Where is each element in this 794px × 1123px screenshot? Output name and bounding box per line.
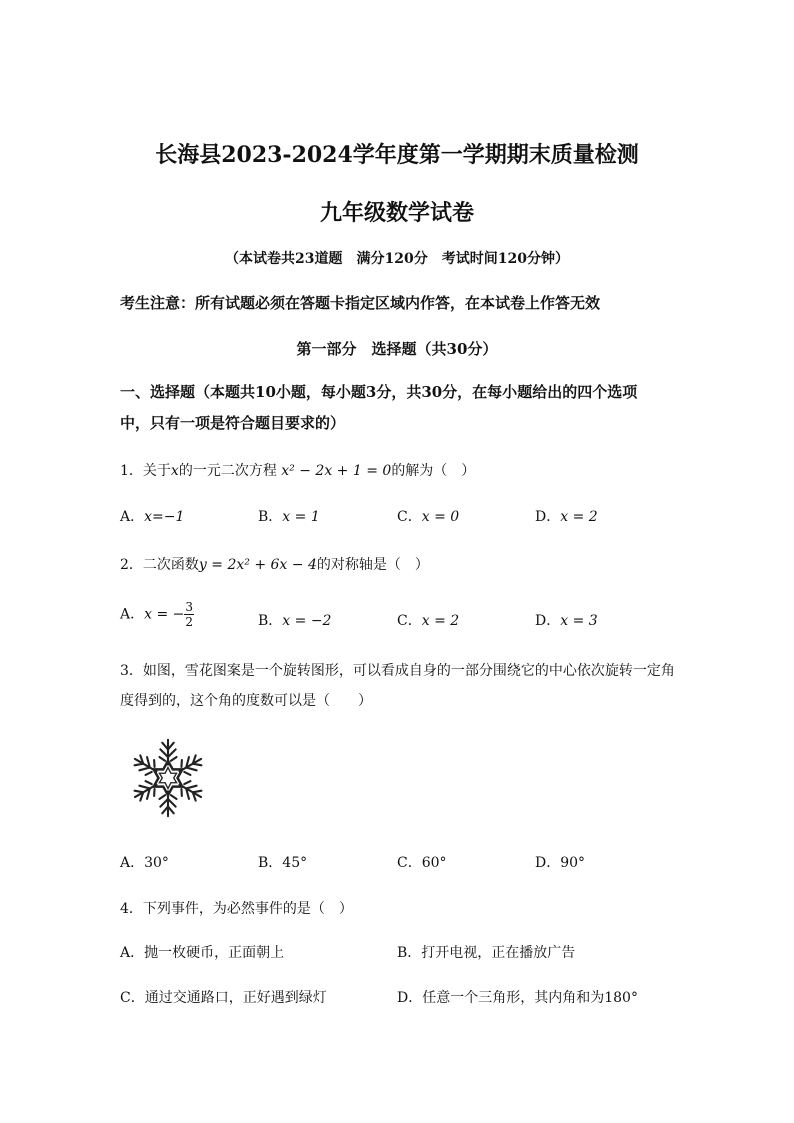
- q2-option-c-value: x = 2: [421, 613, 460, 629]
- q1-option-d-value: x = 2: [560, 509, 598, 525]
- question-3-stem-line2: 度得到的，这个角的度数可以是（ ）: [120, 693, 372, 709]
- q1-option-d-letter: D．: [535, 509, 561, 525]
- q2-option-c-letter: C．: [397, 613, 422, 629]
- q2-option-b-value: x = −2: [282, 613, 332, 629]
- q1-option-c-letter: C．: [397, 509, 422, 525]
- section-one-instructions-line1: 一、选择题（本题共10小题，每小题3分，共30分，在每小题给出的四个选项: [120, 383, 638, 401]
- q3-option-a: A．30°: [120, 855, 169, 871]
- q1-option-c: [397, 506, 459, 526]
- q4-option-a: A．抛一枚硬币，正面朝上: [120, 945, 285, 961]
- fraction-numerator: 3: [185, 600, 194, 614]
- q1-option-b: [258, 506, 320, 526]
- q1-stem-c: 的解为（ ）: [391, 463, 476, 479]
- section-one-instructions-line2: 中，只有一项是符合题目要求的）: [120, 414, 346, 432]
- q2-stem-c: 的对称轴是（ ）: [316, 557, 429, 573]
- q1-stem-a: 1．关于: [120, 463, 171, 479]
- q4-option-c: C．通过交通路口，正好遇到绿灯: [120, 990, 327, 1006]
- exam-title: 长海县2023-2024学年度第一学期期末质量检测: [155, 142, 639, 168]
- q2-option-d-letter: D．: [535, 613, 561, 629]
- q2-option-a-value: x = −: [144, 606, 185, 623]
- q1-option-a-value: x=−1: [144, 509, 185, 525]
- q2-option-d: [535, 610, 598, 630]
- q4-option-d: D．任意一个三角形，其内角和为180°: [397, 990, 638, 1006]
- q2-option-b-letter: B．: [258, 613, 283, 629]
- q2-option-b: [258, 610, 331, 630]
- part-one-heading: 第一部分 选择题（共30分）: [296, 340, 498, 358]
- q1-option-a-letter: A．: [120, 509, 145, 525]
- exam-notice: 考生注意：所有试题必须在答题卡指定区域内作答，在本试卷上作答无效: [120, 294, 601, 312]
- question-2-stem: [120, 554, 429, 574]
- question-1-stem: [120, 460, 475, 480]
- q3-option-c: C．60°: [397, 855, 447, 871]
- question-4-stem: 4．下列事件，为必然事件的是（ ）: [120, 901, 353, 917]
- exam-info: （本试卷共23道题 满分120分 考试时间120分钟）: [225, 251, 569, 267]
- fraction-denominator: 2: [185, 615, 194, 629]
- snowflake-icon: [120, 737, 216, 819]
- q1-option-d: [535, 506, 598, 526]
- q3-option-b: B．45°: [258, 855, 308, 871]
- q1-equation: x² − 2x + 1 = 0: [281, 463, 392, 479]
- q2-option-c: [397, 610, 459, 630]
- q1-variable: x: [170, 463, 179, 479]
- q1-option-b-value: x = 1: [282, 509, 320, 525]
- q1-option-a: [120, 506, 184, 526]
- question-3-stem-line1: 3．如图，雪花图案是一个旋转图形，可以看成自身的一部分围绕它的中心依次旋转一定角: [120, 663, 675, 679]
- q2-option-a-letter: A．: [120, 606, 145, 623]
- exam-subject-title: 九年级数学试卷: [319, 200, 474, 226]
- q2-option-a: [120, 600, 194, 629]
- q1-stem-b: 的一元二次方程: [178, 463, 277, 479]
- q2-stem-a: 2．二次函数: [120, 557, 199, 573]
- q2-equation: y = 2x² + 6x − 4: [198, 557, 317, 573]
- q2-option-d-value: x = 3: [560, 613, 598, 629]
- q1-option-c-value: x = 0: [421, 509, 460, 525]
- q1-option-b-letter: B．: [258, 509, 283, 525]
- q4-option-b: B．打开电视，正在播放广告: [397, 945, 576, 961]
- q2-option-a-fraction: [184, 600, 194, 629]
- q3-option-d: D．90°: [535, 855, 586, 871]
